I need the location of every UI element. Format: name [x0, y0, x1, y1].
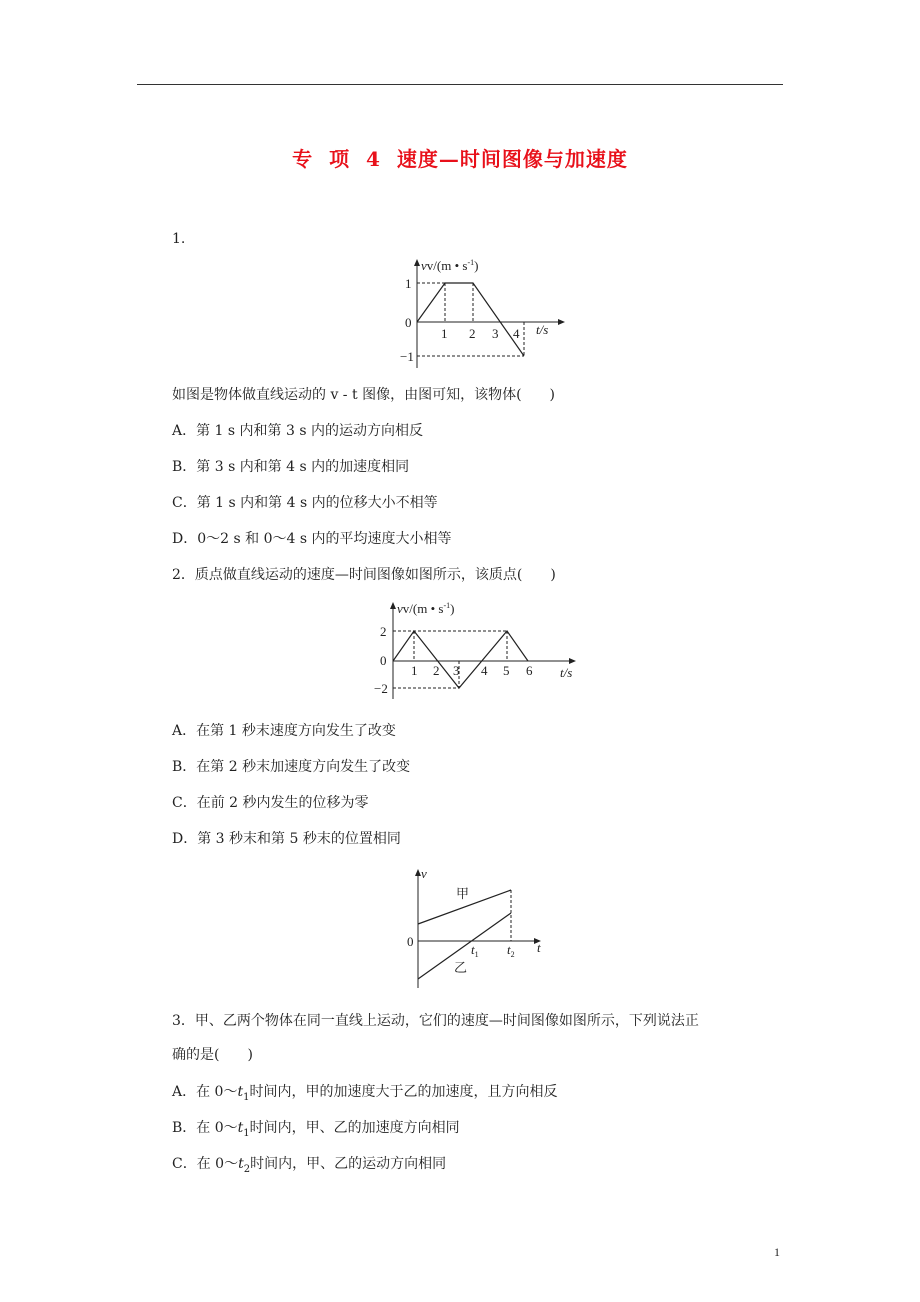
page-number: 1: [774, 1245, 780, 1259]
q2-option-b: B．在第 2 秒末加速度方向发生了改变: [172, 759, 411, 775]
q2-ytick-m2: −2: [374, 681, 388, 696]
q2-x-label: t/s: [560, 665, 573, 680]
q3-figure: [396, 866, 556, 991]
q3-y-label: v: [421, 866, 427, 881]
q1-ytick-0: 0: [405, 315, 412, 330]
q2-y-label: vv/(m • $s^{-1}$): [397, 601, 455, 616]
q3-origin: 0: [407, 934, 414, 949]
q1-option-d: D．0～2 s 和 0～4 s 内的平均速度大小相等: [172, 531, 452, 547]
q1-option-a: A．第 1 s 内和第 3 s 内的运动方向相反: [172, 423, 423, 439]
q1-xtick-2: 2: [469, 326, 476, 341]
q1-figure: [372, 258, 572, 373]
page-title: 专 项 4 速度—时间图像与加速度: [292, 147, 628, 171]
q1-ytick-m1: −1: [400, 349, 414, 364]
q2-ytick-2: 2: [380, 624, 387, 639]
q1-option-b: B．第 3 s 内和第 4 s 内的加速度相同: [172, 459, 410, 475]
q2-xtick-3: 3: [453, 663, 460, 678]
q1-xtick-3: 3: [492, 326, 499, 341]
q2-option-a: A．在第 1 秒末速度方向发生了改变: [172, 723, 396, 739]
q1-vt-line: [417, 283, 524, 356]
q2-stem: 2．质点做直线运动的速度—时间图像如图所示，该质点( ): [172, 567, 556, 583]
q2-xtick-4: 4: [481, 663, 488, 678]
q2-option-c: C．在前 2 秒内发生的位移为零: [172, 795, 369, 811]
q3-t2-label: $t_2$: [507, 942, 515, 959]
q1-number: 1.: [172, 231, 186, 247]
q1-xtick-4: 4: [513, 326, 520, 341]
q2-ytick-0: 0: [380, 653, 387, 668]
q1-x-arrow: [558, 319, 565, 325]
q3-stem-line2: 确的是( ): [172, 1047, 253, 1063]
q1-stem: 如图是物体做直线运动的 v - t 图像，由图可知，该物体( ): [172, 387, 555, 403]
q3-option-a: A．在 $0\sim t_1$时间内，甲的加速度大于乙的加速度，且方向相反: [172, 1084, 558, 1103]
q3-option-c: C．在 $0\sim t_2$时间内，甲、乙的运动方向相同: [172, 1156, 447, 1175]
q1-xtick-1: 1: [441, 326, 448, 341]
q1-x-label: t/s: [536, 322, 549, 337]
q1-y-label: vv/(m • $s^{-1}$): [421, 258, 479, 273]
q3-x-label: t: [537, 940, 541, 955]
q2-xtick-6: 6: [526, 663, 533, 678]
q2-option-d: D．第 3 秒末和第 5 秒末的位置相同: [172, 831, 401, 847]
q3-series-jia: 甲: [456, 886, 470, 901]
q2-xtick-2: 2: [433, 663, 440, 678]
q2-xtick-5: 5: [503, 663, 510, 678]
q3-option-b: B．在 $0\sim t_1$时间内，甲、乙的加速度方向相同: [172, 1120, 460, 1139]
q3-stem-line1: 3．甲、乙两个物体在同一直线上运动，它们的速度—时间图像如图所示，下列说法正: [172, 1013, 699, 1029]
q2-vt-line: [393, 631, 528, 688]
q1-option-c: C．第 1 s 内和第 4 s 内的位移大小不相等: [172, 495, 438, 511]
q1-y-arrow: [414, 259, 420, 266]
q2-y-arrow: [390, 602, 396, 609]
q2-figure: [366, 601, 586, 706]
q3-t1-label: $t_1$: [471, 942, 479, 959]
q2-xtick-1: 1: [411, 663, 418, 678]
q1-ytick-1: 1: [405, 276, 412, 291]
q2-x-arrow: [569, 658, 576, 664]
q3-series-yi: 乙: [454, 960, 468, 975]
header-rule: [137, 84, 783, 85]
